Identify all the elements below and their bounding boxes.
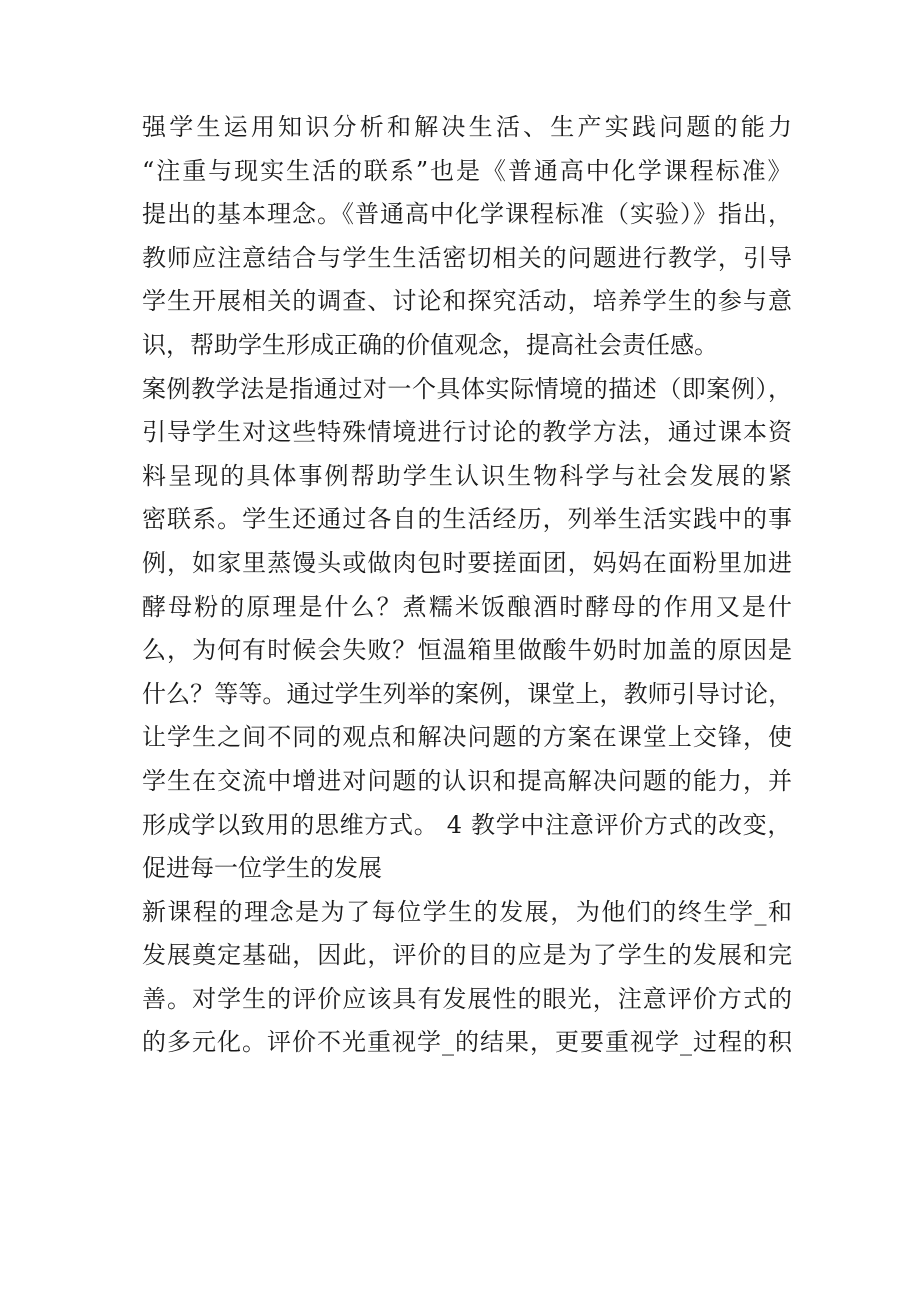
text-line: 学生开展相关的调查、讨论和探究活动，培养学生的参与意 (142, 287, 794, 316)
text-line: 让学生之间不同的观点和解决问题的方案在课堂上交锋，使 (142, 723, 794, 752)
text-line: 善。对学生的评价应该具有发展性的眼光，注意评价方式的 (142, 984, 794, 1013)
text-line: 料呈现的具体事例帮助学生认识生物科学与社会发展的紧 (142, 461, 794, 490)
text-line: “注重与现实生活的联系”也是《普通高中化学课程标准》 (142, 156, 794, 185)
text-line: 新课程的理念是为了每位学生的发展，为他们的终生学_和 (142, 897, 794, 926)
text-line: 么，为何有时候会失败？恒温箱里做酸牛奶时加盖的原因是 (142, 636, 794, 665)
text-line: 酵母粉的原理是什么？煮糯米饭酿酒时酵母的作用又是什 (142, 592, 794, 621)
document-body (142, 106, 796, 1065)
text-line: 促进每一位学生的发展 (142, 854, 382, 883)
text-line: 例，如家里蒸馒头或做肉包时要搓面团，妈妈在面粉里加进 (142, 548, 794, 577)
text-line: 形成学以致用的思维方式。 4 教学中注意评价方式的改变， (142, 810, 793, 839)
text-line: 强学生运用知识分析和解决生活、生产实践问题的能力 (142, 113, 796, 141)
text-line: 提出的基本理念。《普通高中化学课程标准（实验）》指出， (142, 200, 793, 229)
text-line: 发展奠定基础，因此，评价的目的应是为了学生的发展和完 (142, 941, 794, 970)
text-line: 密联系。学生还通过各自的生活经历，列举生活实践中的事 (142, 505, 794, 534)
text-line: 教师应注意结合与学生生活密切相关的问题进行教学，引导 (142, 243, 794, 272)
text-line: 识，帮助学生形成正确的价值观念，提高社会责任感。 (142, 330, 718, 359)
text-line: 引导学生对这些特殊情境进行讨论的教学方法，通过课本资 (142, 418, 794, 447)
text-line: 什么？等等。通过学生列举的案例，课堂上，教师引导讨论， (142, 679, 793, 708)
text-line: 学生在交流中增进对问题的认识和提高解决问题的能力，并 (142, 766, 794, 795)
text-line: 案例教学法是指通过对一个具体实际情境的描述（即案例）， (142, 374, 793, 403)
text-line: 的多元化。评价不光重视学_的结果，更要重视学_过程的积 (142, 1028, 793, 1057)
